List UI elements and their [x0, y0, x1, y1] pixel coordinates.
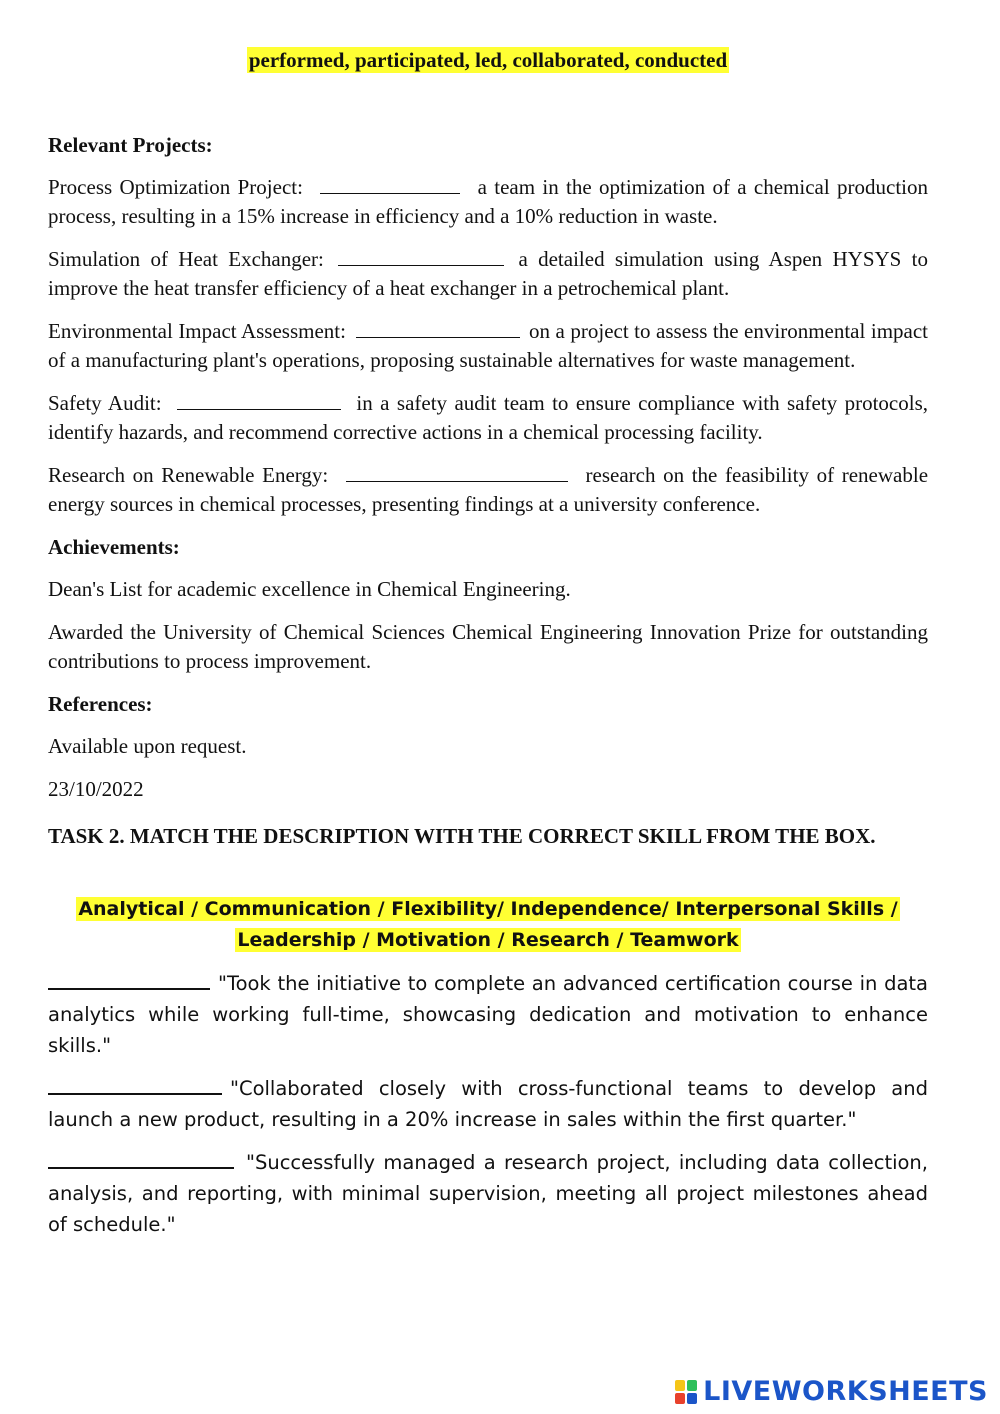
- project-text: on a project to assess the environmental impact of a manufacturing plant's operations, proposing sustainable alternatives for waste management.: [48, 319, 928, 372]
- task2-item-text: "Collaborated closely with cross-functional teams to develop and launch a new product, resulting in a 20% increase in sales within the first quarter.": [48, 1077, 928, 1131]
- project-text: research on the feasibility of renewable energy sources in chemical processes, presenting findings at a university conference.: [48, 463, 929, 516]
- task2-item: [48, 968, 928, 1061]
- project-item: [48, 173, 928, 231]
- task2-items: [48, 968, 928, 1240]
- project-text: in a safety audit team to ensure compliance with safety protocols, identify hazards, and recommend corrective actions in a chemical processing facility.: [48, 391, 928, 444]
- answer-blank[interactable]: [356, 317, 520, 338]
- project-label: Safety Audit:: [48, 391, 162, 415]
- skills-box: [48, 894, 928, 956]
- project-label: Process Optimization Project:: [48, 175, 303, 199]
- achievements-heading: Achievements:: [48, 535, 180, 559]
- relevant-projects-heading: Relevant Projects:: [48, 133, 213, 157]
- references-text: Available upon request.: [48, 734, 247, 758]
- task2-item-text: "Took the initiative to complete an advanced certification course in data analytics while working full-time, showcasing dedication and motivation to enhance skills.": [48, 972, 928, 1057]
- logo-icon: [675, 1380, 697, 1404]
- project-label: Environmental Impact Assessment:: [48, 319, 346, 343]
- skills-line: Analytical / Communication / Flexibility/ Independence/ Interpersonal Skills /: [78, 898, 898, 920]
- project-item: [48, 245, 928, 303]
- task2-heading: TASK 2. MATCH THE DESCRIPTION WITH THE CORRECT SKILL FROM THE BOX.: [48, 824, 876, 848]
- answer-blank[interactable]: [177, 389, 341, 410]
- project-text: a detailed simulation using Aspen HYSYS to improve the heat transfer efficiency of a heat exchanger in a petrochemical plant.: [48, 247, 928, 300]
- liveworksheets-logo: [675, 1376, 988, 1407]
- answer-blank[interactable]: [338, 245, 504, 266]
- logo-text: LIVEWORKSHEETS: [703, 1376, 988, 1407]
- answer-blank[interactable]: [48, 968, 210, 990]
- skills-line: Leadership / Motivation / Research / Teamwork: [237, 929, 739, 951]
- project-label: Simulation of Heat Exchanger:: [48, 247, 324, 271]
- project-item: [48, 389, 928, 447]
- project-item: [48, 317, 928, 375]
- achievement-item: Awarded the University of Chemical Sciences Chemical Engineering Innovation Prize for outstanding contributions to process improvement.: [48, 620, 928, 673]
- answer-blank[interactable]: [48, 1073, 222, 1095]
- project-text: a team in the optimization of a chemical production process, resulting in a 15% increase in efficiency and a 10% reduction in waste.: [48, 175, 929, 228]
- achievement-item: Dean's List for academic excellence in Chemical Engineering.: [48, 577, 571, 601]
- project-label: Research on Renewable Energy:: [48, 463, 329, 487]
- word-bank-text: performed, participated, led, collaborated, conducted: [248, 48, 728, 72]
- answer-blank[interactable]: [48, 1147, 234, 1169]
- answer-blank[interactable]: [320, 173, 460, 194]
- task2-item-text: "Successfully managed a research project, including data collection, analysis, and reporting, with minimal supervision, meeting all project milestones ahead of schedule.": [48, 1151, 928, 1236]
- word-bank: [48, 48, 928, 73]
- task2-item: [48, 1147, 928, 1240]
- answer-blank[interactable]: [346, 461, 568, 482]
- task2-item: [48, 1073, 928, 1135]
- project-item: [48, 461, 928, 519]
- references-heading: References:: [48, 692, 153, 716]
- worksheet-page: [48, 0, 928, 1240]
- date: 23/10/2022: [48, 777, 144, 801]
